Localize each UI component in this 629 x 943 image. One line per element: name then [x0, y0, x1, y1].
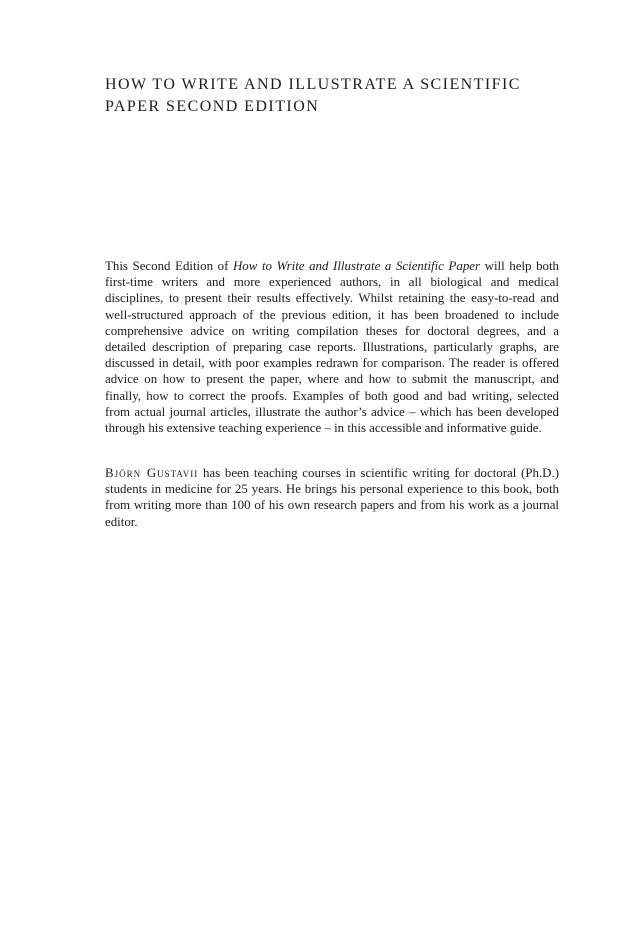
- book-title-italic: How to Write and Illustrate a Scientific Paper: [232, 259, 481, 273]
- author-biography: [105, 465, 559, 530]
- author-name: Björn Gustavii: [105, 466, 199, 480]
- description-text-start: This Second Edition of: [105, 259, 233, 273]
- book-description: [105, 258, 559, 436]
- book-title-heading: HOW TO WRITE AND ILLUSTRATE A SCIENTIFIC PAPER SECOND EDITION: [105, 76, 521, 115]
- author-bio-text: has been teaching courses in scientific writing for doctoral (Ph.D.) students in medicine for 25 years. He brings his personal experience to this book, both from writing more than 100 of his own research papers and from his work as a journal editor.: [105, 466, 560, 529]
- description-text-end: will help both first-time writers and more experienced authors, in all biological and medical disciplines, to present their results effectively. Whilst retaining the easy-to-read and well-structured approach of the previous edition, it has been broadened to include comprehensive advice on writing compilation theses for doctoral degrees, and a detailed description of preparing case reports. Illustrations, particularly graphs, are discussed in detail, with poor examples redrawn for comparison. The reader is offered advice on how to present the paper, where and how to submit the manuscript, and finally, how to correct the proofs. Examples of both good and bad writing, selected from actual journal articles, illustrate the author’s advice – which has been developed through his extensive teaching experience – in this accessible and informative guide.: [105, 259, 560, 436]
